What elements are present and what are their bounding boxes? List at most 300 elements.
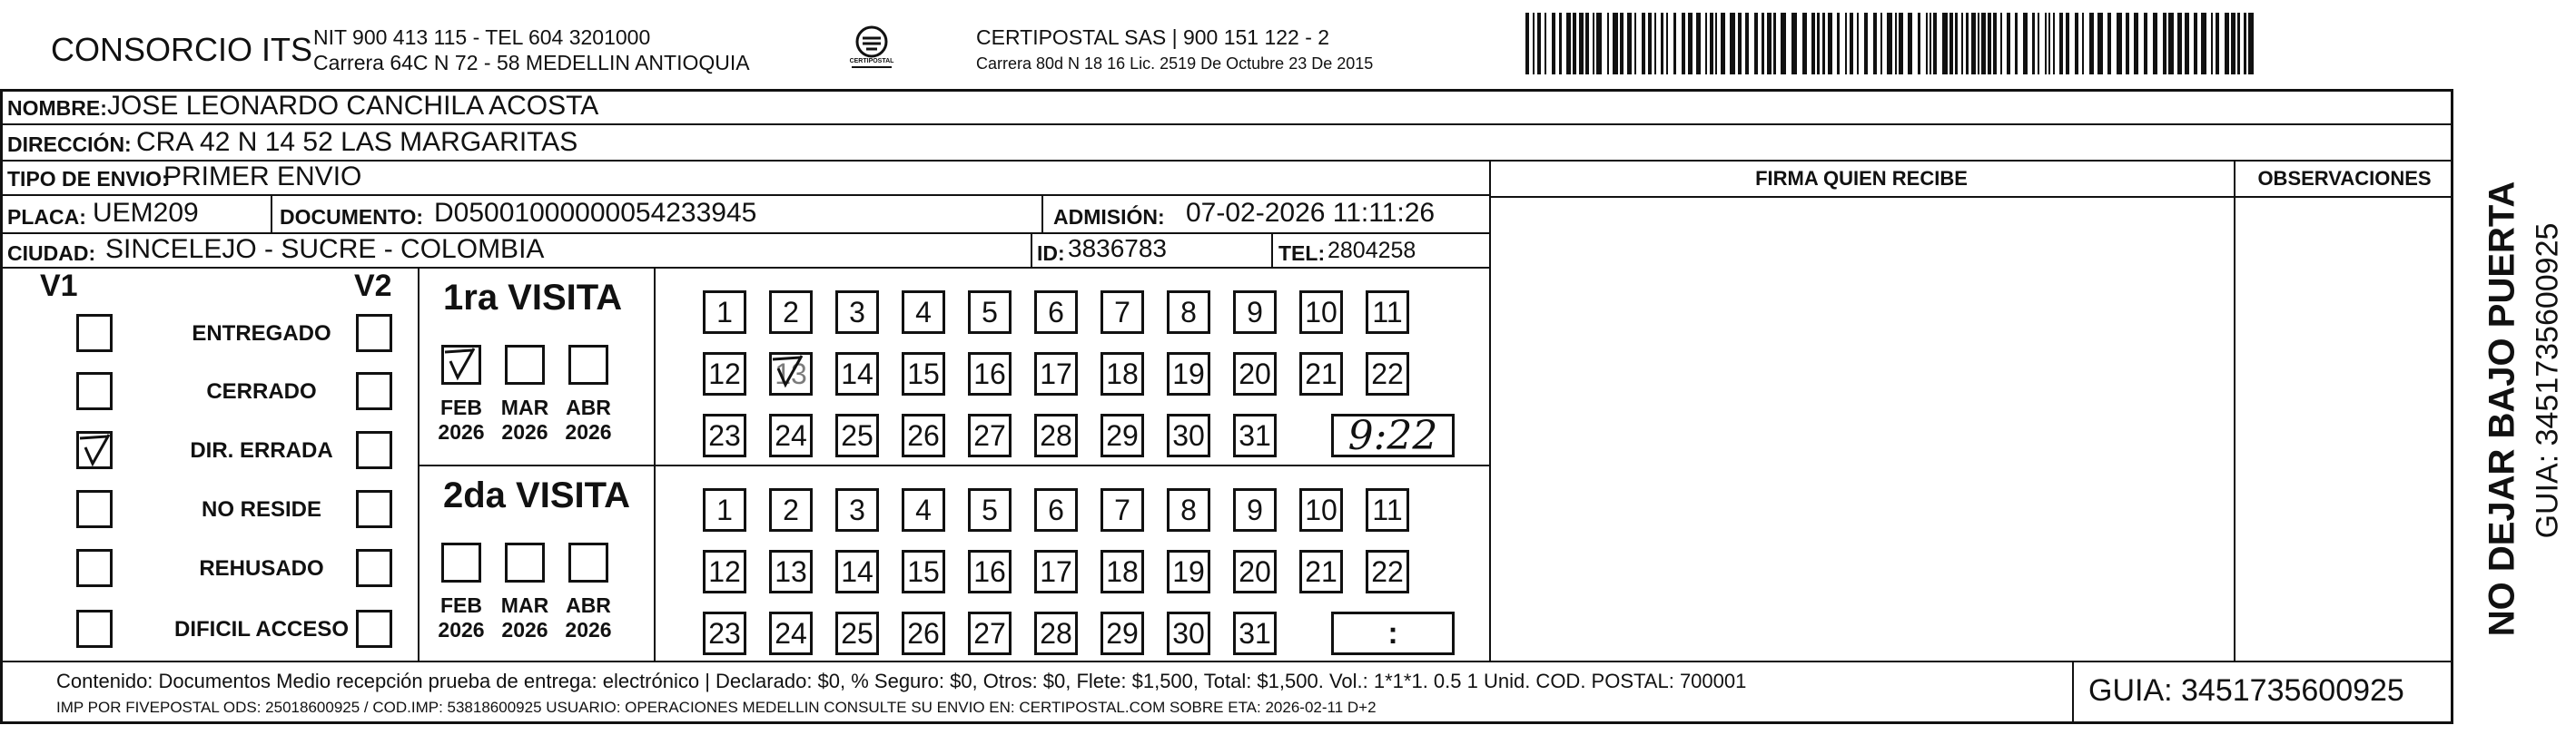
day-number: 27: [973, 616, 1006, 650]
direccion-value: CRA 42 N 14 52 LAS MARGARITAS: [136, 127, 578, 157]
barcode-bar: [1613, 13, 1618, 74]
barcode-bar: [1710, 13, 1713, 74]
day-number: 25: [841, 418, 873, 452]
barcode-bar: [2194, 13, 2197, 74]
barcode-bar: [1738, 13, 1742, 74]
day-number: 17: [1040, 357, 1072, 390]
handwritten-check-icon: [441, 345, 478, 381]
barcode-bar: [1767, 13, 1772, 74]
barcode-bar: [2177, 13, 2182, 74]
barcode-bar: [1850, 13, 1853, 74]
day-cell[interactable]: [835, 414, 879, 457]
day-cell[interactable]: [1167, 612, 1210, 655]
day-cell[interactable]: [1034, 352, 1078, 396]
day-cell[interactable]: [968, 488, 1012, 532]
admision-label: ADMISIÓN:: [1053, 205, 1165, 229]
barcode-bar: [1930, 13, 1931, 74]
barcode-bar: [2201, 13, 2206, 74]
barcode-bar: [1988, 13, 1991, 74]
day-cell[interactable]: [1299, 550, 1343, 593]
barcode-bar: [2144, 13, 2147, 74]
barcode-bar: [2211, 13, 2213, 74]
v1-checkbox[interactable]: [76, 549, 113, 587]
status-label: NO RESIDE: [201, 497, 322, 522]
barcode-bar: [1880, 13, 1882, 74]
barcode-bar: [1887, 13, 1892, 74]
day-cell[interactable]: [703, 488, 746, 532]
barcode-bar: [1585, 13, 1589, 74]
day-cell[interactable]: [769, 290, 813, 334]
barcode-bar: [2117, 13, 2122, 74]
day-number: 3: [849, 295, 865, 328]
barcode-bar: [1926, 13, 1928, 74]
barcode-bar: [1955, 13, 1958, 74]
barcode-bar: [1673, 13, 1676, 74]
day-cell[interactable]: [902, 352, 945, 396]
side-warning: NO DEJAR BAJO PUERTA: [2482, 181, 2522, 637]
barcode-bar: [2107, 13, 2111, 74]
day-cell[interactable]: [835, 550, 879, 593]
day-cell[interactable]: [1233, 290, 1277, 334]
day-number: 30: [1172, 616, 1205, 650]
day-cell[interactable]: [1167, 414, 1210, 457]
month-checkbox[interactable]: [441, 543, 481, 583]
day-number: 2: [783, 493, 799, 526]
barcode-bar: [1545, 13, 1546, 74]
day-cell[interactable]: [769, 612, 813, 655]
day-cell[interactable]: [769, 352, 813, 396]
documento-value: D05001000000054233945: [434, 198, 757, 228]
barcode-bar: [1688, 13, 1693, 74]
time-value: :: [1387, 615, 1398, 651]
day-cell[interactable]: [1100, 414, 1144, 457]
day-number: 13: [775, 554, 807, 588]
company-line1: NIT 900 413 115 - TEL 604 3201000: [313, 25, 651, 49]
day-number: 20: [1239, 554, 1271, 588]
day-cell[interactable]: [1100, 488, 1144, 532]
day-number: 6: [1048, 493, 1064, 526]
barcode-bar: [1705, 13, 1707, 74]
company-name: CONSORCIO ITS: [51, 31, 313, 68]
barcode-bar: [2163, 13, 2166, 74]
day-number: 31: [1239, 616, 1271, 650]
day-number: 2: [783, 295, 799, 328]
barcode-bar: [1978, 13, 1979, 74]
admision-value: 07-02-2026 11:11:26: [1186, 198, 1436, 228]
barcode-bar: [1873, 13, 1877, 74]
month-year: 2026: [438, 618, 485, 642]
barcode-bar: [1791, 13, 1797, 74]
day-number: 21: [1305, 357, 1337, 390]
day-cell[interactable]: [968, 290, 1012, 334]
barcode-bar: [1533, 13, 1535, 74]
barcode-bar: [1715, 13, 1717, 74]
firma-header: FIRMA QUIEN RECIBE: [1755, 167, 1968, 190]
footer-imp: IMP POR FIVEPOSTAL ODS: 25018600925 / COD.IMP: 53818600925 USUARIO: OPERACIONES MEDELLIN CONSULTE SU ENVIO EN: CERTIPOSTAL.COM SOBRE ETA: 2026-02-11 D+2: [56, 699, 1377, 716]
barcode-bar: [1864, 13, 1868, 74]
side-guia: GUIA: 3451735600925: [2530, 222, 2565, 539]
month-checkbox[interactable]: [441, 345, 481, 385]
barcode-bar: [1682, 13, 1685, 74]
barcode-bar: [1525, 13, 1529, 74]
barcode-bar: [1654, 13, 1656, 74]
day-cell[interactable]: [1233, 414, 1277, 457]
day-number: 5: [982, 295, 998, 328]
barcode-bar: [2089, 13, 2094, 74]
status-label: DIR. ERRADA: [190, 438, 333, 463]
day-cell[interactable]: [1299, 290, 1343, 334]
day-cell[interactable]: [1299, 352, 1343, 396]
day-number: 12: [708, 357, 741, 390]
barcode-bar: [1966, 13, 1969, 74]
barcode-bar: [1817, 13, 1820, 74]
barcode-bar: [2032, 13, 2035, 74]
visit-2-title: 2da VISITA: [443, 475, 630, 515]
day-cell[interactable]: [703, 352, 746, 396]
month-checkbox[interactable]: [568, 543, 608, 583]
barcode-bar: [2248, 13, 2254, 74]
tel-value: 2804258: [1327, 238, 1416, 263]
status-label: ENTREGADO: [192, 321, 331, 346]
barcode-graphic: [1524, 13, 2261, 74]
barcode-bar: [1552, 13, 1555, 74]
day-cell[interactable]: [1233, 550, 1277, 593]
v1-checkbox[interactable]: [76, 372, 113, 410]
documento-label: DOCUMENTO:: [280, 205, 424, 229]
day-cell[interactable]: [835, 290, 879, 334]
month-label: [434, 396, 489, 445]
day-cell[interactable]: [902, 290, 945, 334]
barcode-bar: [2066, 13, 2069, 74]
day-number: 10: [1305, 295, 1337, 328]
barcode-bar: [1773, 13, 1776, 74]
barcode-bar: [2097, 13, 2103, 74]
placa-value: UEM209: [93, 198, 199, 228]
barcode-bar: [1607, 13, 1609, 74]
day-cell[interactable]: [968, 352, 1012, 396]
barcode-bar: [2000, 13, 2002, 74]
month-name: FEB: [440, 593, 482, 617]
barcode-bar: [2082, 13, 2084, 74]
day-cell[interactable]: [769, 488, 813, 532]
day-cell[interactable]: [1167, 488, 1210, 532]
day-number: 3: [849, 493, 865, 526]
side-text: [2457, 91, 2570, 717]
day-number: 24: [775, 616, 807, 650]
id-value: 3836783: [1068, 234, 1168, 262]
month-year: 2026: [565, 420, 612, 444]
day-cell[interactable]: [835, 352, 879, 396]
month-label: [434, 593, 489, 642]
day-cell[interactable]: [1034, 550, 1078, 593]
barcode-bar: [1762, 13, 1764, 74]
day-cell[interactable]: [968, 612, 1012, 655]
barcode-bar: [1661, 13, 1663, 74]
barcode-bar: [1754, 13, 1758, 74]
day-number: 29: [1106, 616, 1139, 650]
month-name: MAR: [500, 593, 549, 617]
barcode-bar: [1745, 13, 1749, 74]
month-year: 2026: [438, 420, 485, 444]
day-cell[interactable]: [1366, 488, 1409, 532]
day-cell[interactable]: [769, 414, 813, 457]
month-name: ABR: [566, 396, 611, 419]
barcode-bar: [1566, 13, 1571, 74]
day-number: 16: [973, 357, 1006, 390]
barcode-bar: [1828, 13, 1832, 74]
day-number: 21: [1305, 554, 1337, 588]
barcode-bar: [1634, 13, 1636, 74]
barcode-bar: [1559, 13, 1562, 74]
day-number: 15: [907, 357, 940, 390]
placa-label: PLACA:: [7, 205, 86, 229]
day-cell[interactable]: [703, 414, 746, 457]
v2-checkbox[interactable]: [356, 490, 392, 528]
barcode-bar: [2059, 13, 2063, 74]
handwritten-check-icon: [76, 431, 113, 467]
day-cell[interactable]: [1233, 352, 1277, 396]
day-cell[interactable]: [902, 550, 945, 593]
day-cell[interactable]: [1034, 290, 1078, 334]
day-cell[interactable]: [1100, 290, 1144, 334]
barcode-bar: [1642, 13, 1645, 74]
month-name: MAR: [500, 396, 549, 419]
barcode-bar: [1696, 13, 1701, 74]
barcode-bar: [1537, 13, 1541, 74]
month-label: [561, 396, 616, 445]
day-cell[interactable]: [968, 550, 1012, 593]
day-cell[interactable]: [1100, 612, 1144, 655]
footer-guia: GUIA: 3451735600925: [2088, 673, 2404, 708]
day-number: 8: [1180, 493, 1197, 526]
barcode-bar: [1648, 13, 1652, 74]
day-cell[interactable]: [902, 488, 945, 532]
barcode-bar: [1895, 13, 1897, 74]
day-number: 23: [708, 616, 741, 650]
barcode-bar: [1857, 13, 1859, 74]
month-label: [561, 593, 616, 642]
status-label: CERRADO: [206, 379, 317, 404]
day-number: 31: [1239, 418, 1271, 452]
v1-header: V1: [40, 269, 78, 303]
courier-line2: Carrera 80d N 18 16 Lic. 2519 De Octubre 23 De 2015: [976, 54, 1374, 73]
day-cell[interactable]: [1167, 352, 1210, 396]
day-number: 11: [1372, 493, 1403, 526]
day-number: 24: [775, 418, 807, 452]
day-number: 11: [1372, 295, 1403, 328]
handwritten-check-icon: [769, 352, 805, 388]
barcode-bar: [1918, 13, 1920, 74]
day-number: 15: [907, 554, 940, 588]
day-number: 27: [973, 418, 1006, 452]
barcode-bar: [1620, 13, 1624, 74]
barcode-bar: [2007, 13, 2010, 74]
time-value: 9:22: [1347, 412, 1438, 459]
time-box[interactable]: [1331, 612, 1455, 655]
courier-line1: CERTIPOSTAL SAS | 900 151 122 - 2: [976, 25, 1330, 49]
v2-checkbox[interactable]: [356, 431, 392, 469]
barcode-bar: [1573, 13, 1576, 74]
observaciones-header: OBSERVACIONES: [2257, 167, 2432, 190]
day-cell[interactable]: [1366, 550, 1409, 593]
v1-checkbox[interactable]: [76, 314, 113, 352]
barcode: [1524, 13, 2261, 74]
footer-contenido: Contenido: Documentos Medio recepción prueba de entrega: electrónico | Declarado: $0, % Seguro: $0, Otros: $0, Flete: $1,500, Total: $1,500. Vol.: 1*1*1. 0.5 1 Unid. COD. POSTAL: 700001: [56, 670, 1747, 692]
v2-checkbox[interactable]: [356, 314, 392, 352]
day-number: 28: [1040, 616, 1072, 650]
day-cell[interactable]: [1034, 414, 1078, 457]
day-number: 1: [716, 295, 733, 328]
barcode-bar: [1627, 13, 1632, 74]
day-cell[interactable]: [1233, 612, 1277, 655]
day-number: 20: [1239, 357, 1271, 390]
day-cell[interactable]: [1299, 488, 1343, 532]
v1-checkbox[interactable]: [76, 431, 113, 469]
day-number: 17: [1040, 554, 1072, 588]
month-year: 2026: [501, 420, 548, 444]
day-number: 26: [907, 418, 940, 452]
day-cell[interactable]: [1366, 352, 1409, 396]
v1-checkbox[interactable]: [76, 490, 113, 528]
barcode-bar: [1845, 13, 1847, 74]
barcode-bar: [2216, 13, 2219, 74]
header: [0, 0, 2576, 91]
day-number: 7: [1114, 493, 1130, 526]
month-name: ABR: [566, 593, 611, 617]
barcode-bar: [2075, 13, 2078, 74]
month-checkbox[interactable]: [505, 345, 545, 385]
status-label: REHUSADO: [199, 556, 324, 581]
barcode-bar: [2126, 13, 2129, 74]
day-number: 4: [915, 493, 932, 526]
barcode-bar: [1942, 13, 1948, 74]
barcode-bar: [2048, 13, 2050, 74]
barcode-bar: [1593, 13, 1594, 74]
day-number: 5: [982, 493, 998, 526]
barcode-bar: [1721, 13, 1725, 74]
tel-label: TEL:: [1278, 241, 1326, 265]
v2-checkbox[interactable]: [356, 610, 392, 648]
day-number: 12: [708, 554, 741, 588]
day-cell[interactable]: [1366, 290, 1409, 334]
day-number: 9: [1247, 493, 1263, 526]
barcode-bar: [1908, 13, 1912, 74]
month-label: [498, 396, 552, 445]
barcode-bar: [1579, 13, 1584, 74]
day-cell[interactable]: [703, 612, 746, 655]
month-checkbox[interactable]: [568, 345, 608, 385]
barcode-bar: [1666, 13, 1668, 74]
day-number: 1: [716, 493, 733, 526]
day-number: 19: [1172, 554, 1205, 588]
day-number: 18: [1106, 554, 1139, 588]
month-checkbox[interactable]: [505, 543, 545, 583]
day-cell[interactable]: [902, 414, 945, 457]
ciudad-value: SINCELEJO - SUCRE - COLOMBIA: [105, 234, 545, 264]
v2-checkbox[interactable]: [356, 549, 392, 587]
barcode-bar: [1993, 13, 1997, 74]
month-label: [498, 593, 552, 642]
barcode-bar: [1781, 13, 1786, 74]
day-cell[interactable]: [703, 550, 746, 593]
day-cell[interactable]: [1233, 488, 1277, 532]
certipostal-logo-icon: [844, 20, 899, 74]
day-cell[interactable]: [703, 290, 746, 334]
barcode-bar: [2237, 13, 2240, 74]
ciudad-label: CIUDAD:: [7, 241, 96, 265]
tipo-envio-value: PRIMER ENVIO: [163, 162, 362, 191]
barcode-bar: [1981, 13, 1986, 74]
day-number: 26: [907, 616, 940, 650]
barcode-bar: [1802, 13, 1807, 74]
barcode-bar: [2231, 13, 2235, 74]
day-cell[interactable]: [968, 414, 1012, 457]
barcode-bar: [2225, 13, 2229, 74]
barcode-bar: [2153, 13, 2157, 74]
barcode-bar: [1971, 13, 1976, 74]
day-number: 22: [1371, 357, 1404, 390]
day-number: 19: [1172, 357, 1205, 390]
barcode-bar: [1822, 13, 1825, 74]
day-cell[interactable]: [1100, 550, 1144, 593]
barcode-bar: [2023, 13, 2028, 74]
company-line2: Carrera 64C N 72 - 58 MEDELLIN ANTIOQUIA: [313, 51, 750, 74]
certipostal-logo: [844, 20, 899, 74]
logo-caption: CERTIPOSTAL: [849, 58, 894, 64]
day-number: 8: [1180, 295, 1197, 328]
day-cell[interactable]: [1100, 352, 1144, 396]
day-number: 13: [775, 357, 807, 390]
status-label: DIFICIL ACCESO: [173, 617, 349, 642]
barcode-bar: [2015, 13, 2018, 74]
day-cell[interactable]: [835, 612, 879, 655]
month-year: 2026: [565, 618, 612, 642]
barcode-bar: [1837, 13, 1840, 74]
day-cell[interactable]: [835, 488, 879, 532]
v2-checkbox[interactable]: [356, 372, 392, 410]
day-number: 28: [1040, 418, 1072, 452]
day-number: 22: [1371, 554, 1404, 588]
barcode-bar: [2185, 13, 2189, 74]
day-number: 30: [1172, 418, 1205, 452]
direccion-label: DIRECCIÓN:: [7, 132, 132, 156]
day-cell[interactable]: [1167, 550, 1210, 593]
v1-checkbox[interactable]: [76, 610, 113, 648]
day-number: 6: [1048, 295, 1064, 328]
time-box[interactable]: [1331, 414, 1455, 457]
day-cell[interactable]: [902, 612, 945, 655]
day-number: 25: [841, 616, 873, 650]
day-number: 14: [841, 554, 873, 588]
barcode-bar: [2244, 13, 2246, 74]
v2-header: V2: [354, 269, 392, 303]
day-number: 10: [1305, 493, 1337, 526]
nombre-value: JOSE LEONARDO CANCHILA ACOSTA: [107, 91, 599, 121]
barcode-bar: [2053, 13, 2055, 74]
month-year: 2026: [501, 618, 548, 642]
barcode-bar: [1899, 13, 1903, 74]
day-cell[interactable]: [1034, 612, 1078, 655]
day-cell[interactable]: [769, 550, 813, 593]
day-number: 29: [1106, 418, 1139, 452]
day-number: 18: [1106, 357, 1139, 390]
day-number: 14: [841, 357, 873, 390]
day-cell[interactable]: [1167, 290, 1210, 334]
id-label: ID:: [1037, 241, 1065, 265]
barcode-bar: [1961, 13, 1963, 74]
day-number: 7: [1114, 295, 1130, 328]
day-cell[interactable]: [1034, 488, 1078, 532]
